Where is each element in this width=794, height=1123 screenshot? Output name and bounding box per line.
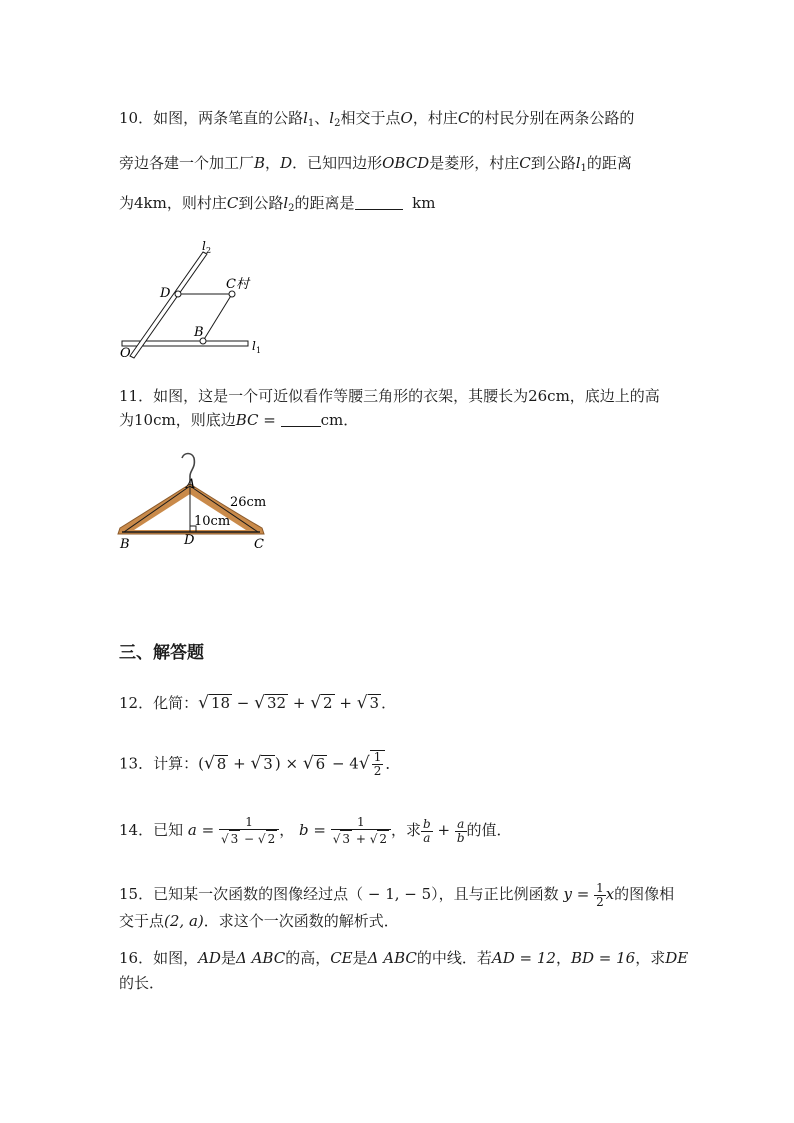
segment-ad: AD: [198, 949, 221, 967]
radical-sign: √: [254, 693, 265, 713]
q11-line2: [119, 410, 358, 430]
q10-text: ，村庄: [412, 109, 458, 127]
q16-text: ，求: [635, 949, 666, 967]
l2-subscript: 2: [288, 203, 295, 214]
q10-line1: [119, 108, 634, 134]
label-10cm: 10cm: [194, 514, 231, 529]
var-b: b =: [299, 821, 331, 839]
radicand: 8: [216, 754, 227, 773]
q12-line: [119, 693, 396, 713]
q16-text: 的高，: [285, 949, 331, 967]
l2-symbol: l: [283, 194, 289, 212]
point-c: C: [226, 194, 239, 212]
q11-hanger-figure: [116, 450, 276, 554]
q16-text: 是: [220, 949, 236, 967]
unit-cm: cm．: [320, 411, 359, 429]
label-l2: l: [202, 239, 206, 253]
label-26cm: 26cm: [230, 495, 267, 510]
radical-sign: √: [358, 753, 370, 774]
fraction-a: $\frac{1}{√ 3 - √ 2}$: [219, 816, 279, 847]
operator: +: [432, 821, 455, 839]
q10-figure: [110, 238, 270, 363]
q16-text: 是: [352, 949, 368, 967]
label-a: A: [186, 477, 196, 492]
label-d: D: [160, 286, 171, 301]
q15-text: 15．已知某一次函数的图像经过点: [119, 885, 349, 903]
q16-text: 的中线．若: [416, 949, 492, 967]
triangle-abc: Δ ABC: [235, 949, 286, 967]
q13-line: [119, 750, 400, 778]
unit-km: km: [412, 194, 436, 212]
label-l1-sub: 1: [256, 346, 262, 355]
radical-fraction: [370, 750, 386, 778]
fraction-b-over-a: $\frac{b}{a}$: [423, 816, 431, 845]
l1-subscript: 1: [580, 163, 587, 174]
fraction-a-over-b: $\frac{a}{b}$: [456, 816, 465, 845]
operator: +: [288, 694, 311, 712]
q11-line1: [119, 386, 660, 406]
condition-ad: AD = 12: [491, 949, 556, 967]
radical-sign: √: [203, 753, 215, 774]
label-l1: l: [252, 339, 256, 353]
paren: ): [274, 754, 281, 773]
segment-cb: [203, 294, 232, 341]
q12-text: 12．化简：: [119, 694, 199, 712]
answer-blank: [355, 195, 403, 210]
radicand: 6: [315, 754, 326, 773]
answer-blank: [281, 412, 321, 427]
point-coords: (2, a): [164, 912, 204, 930]
segment-bc: BC: [235, 411, 259, 429]
radicand: 3: [263, 754, 273, 773]
label-o: O: [120, 346, 131, 361]
q10-text: 的距离是: [294, 194, 355, 212]
q10-text: 为4km，则村庄: [119, 194, 227, 212]
label-c-village: C村: [226, 277, 249, 292]
label-b: B: [194, 325, 204, 340]
q10-text: 旁边各建一个加工厂: [119, 154, 255, 172]
section-heading: 三、解答题: [119, 643, 204, 663]
q16-line1: [119, 948, 688, 968]
operator: − 4: [327, 754, 359, 773]
comma: ，: [555, 949, 571, 967]
paren: (: [198, 754, 204, 773]
operator: ×: [280, 754, 303, 773]
quad-obcd: OBCD: [382, 154, 430, 172]
radical-sign: √: [198, 693, 209, 713]
q10-line2: [119, 153, 632, 179]
triangle-abc: Δ ABC: [367, 949, 417, 967]
label-l2-sub: 2: [206, 246, 212, 255]
point-d-dot: [175, 291, 181, 297]
q15-line2: [119, 911, 399, 931]
q10-text: 的距离: [586, 154, 632, 172]
equals-sign: =: [258, 411, 281, 429]
q10-text: 到公路: [530, 154, 576, 172]
separator: 、: [314, 109, 330, 127]
q15-text: ．求这个一次函数的解析式．: [203, 912, 399, 930]
q16-line2: [119, 973, 164, 993]
l1-subscript: 1: [307, 118, 315, 129]
q11-text: 为10cm，则底边: [119, 411, 236, 429]
point-b: B: [254, 154, 266, 172]
label-d: D: [184, 533, 195, 548]
radicand: 2: [323, 694, 333, 712]
q10-line3: [119, 193, 435, 219]
radicand: 3: [369, 694, 380, 712]
l2-symbol: l: [329, 109, 335, 127]
point-c: C: [519, 154, 531, 172]
q10-text: ．已知四边形: [292, 154, 383, 172]
l1-symbol: l: [575, 154, 581, 172]
period: ．: [385, 754, 401, 773]
l1-symbol: l: [303, 109, 308, 127]
label-c: C: [254, 537, 264, 552]
segment-de: DE: [665, 949, 689, 967]
q14-line: [119, 812, 512, 848]
point-c: C: [457, 109, 470, 127]
q15-text: ，且与正比例函数: [438, 885, 559, 903]
q14-text: 的值．: [466, 821, 512, 839]
label-b: B: [120, 537, 130, 552]
point-coords: （ − 1, − 5）: [348, 885, 439, 903]
q16-text: 16．如图，: [119, 949, 199, 967]
radical-sign: √: [310, 693, 322, 713]
q14-text: ，求: [391, 821, 422, 839]
fraction-b: $\frac{1}{√ 3 + √ 2}$: [331, 816, 391, 847]
fraction-half: $\frac{1}{2}$: [596, 880, 604, 909]
point-d: D: [280, 154, 293, 172]
q10-text: 相交于点: [340, 109, 401, 127]
q10-text: 10．如图，两条笔直的公路: [119, 109, 304, 127]
q11-text: 11．如图，这是一个可近似看作等腰三角形的衣架，其腰长为26cm，底边上的高: [119, 387, 660, 405]
radical-sign: √: [250, 753, 262, 774]
operator: −: [232, 694, 255, 712]
comma: ，: [265, 154, 281, 172]
q15-line1: [119, 880, 674, 909]
var-x: x: [605, 885, 615, 903]
q16-text: 的长．: [119, 974, 165, 992]
q10-text: 是菱形，村庄: [429, 154, 520, 172]
q15-text: 交于点: [119, 912, 165, 930]
comma: ，: [279, 821, 295, 839]
q10-text: 到公路: [238, 194, 284, 212]
radicand: 32: [266, 694, 287, 712]
period: ．: [381, 694, 397, 712]
l2-subscript: 2: [334, 118, 341, 129]
radical-sign: √: [302, 753, 314, 774]
q13-text: 13．计算：: [119, 754, 199, 773]
segment-ce: CE: [330, 949, 353, 967]
condition-bd: BD = 16: [570, 949, 636, 967]
fraction: $\frac{1}{2}$: [373, 750, 382, 778]
point-o: O: [400, 109, 413, 127]
q10-text: 的村民分别在两条公路的: [469, 109, 635, 127]
radical-sign: √: [356, 693, 368, 713]
radicand: 18: [210, 694, 231, 712]
operator: +: [228, 754, 251, 773]
q14-text: 14．已知: [119, 821, 184, 839]
func-lhs: y =: [563, 885, 595, 903]
q15-text: 的图像相: [614, 885, 675, 903]
operator: +: [334, 694, 357, 712]
var-a: a =: [187, 821, 219, 839]
